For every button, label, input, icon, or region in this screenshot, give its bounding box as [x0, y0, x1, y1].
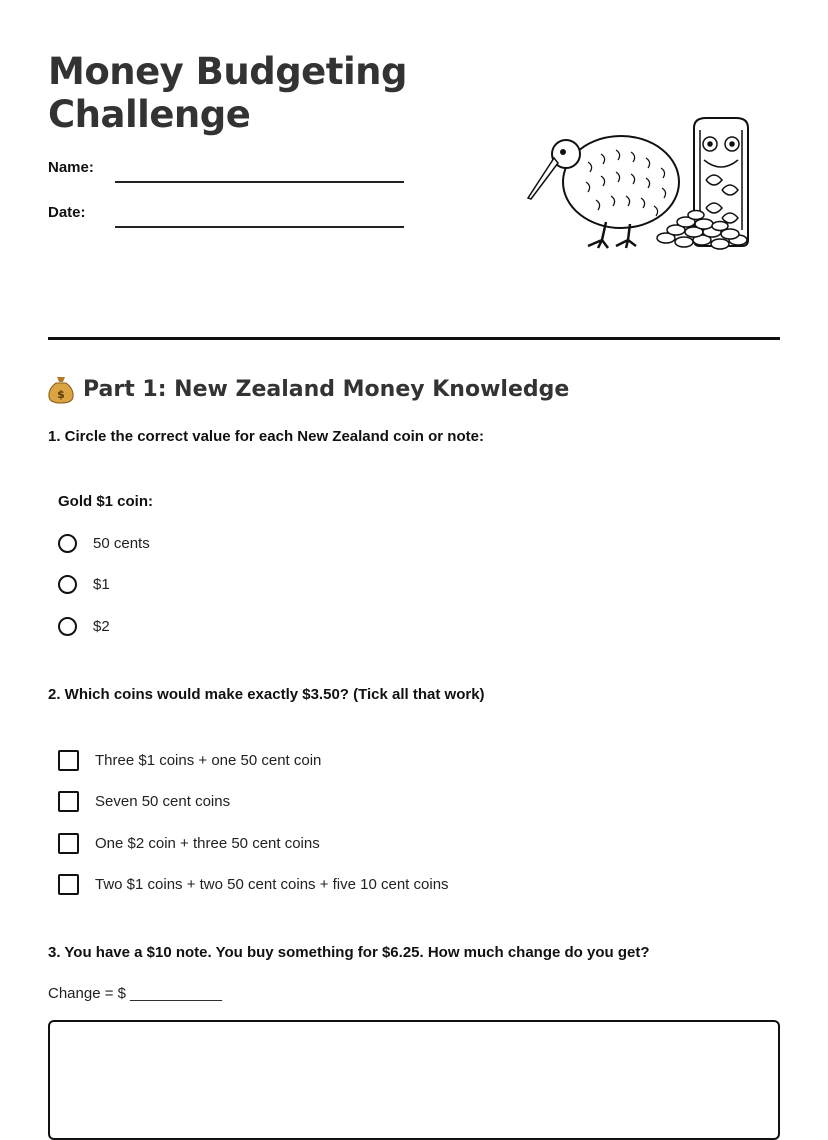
q1-option-label: $2	[93, 617, 110, 635]
q2-option-2[interactable]	[58, 789, 230, 813]
q1-option-1[interactable]	[58, 531, 150, 555]
question-2: 2. Which coins would make exactly $3.50? (Tick all that work)	[48, 686, 485, 703]
date-field[interactable]	[48, 204, 408, 228]
name-label: Name:	[48, 159, 94, 176]
radio-button[interactable]	[58, 575, 77, 594]
checkbox[interactable]	[58, 791, 79, 812]
q2-option-label: One $2 coin + three 50 cent coins	[95, 834, 320, 852]
q2-option-label: Three $1 coins + one 50 cent coin	[95, 751, 322, 769]
section-divider	[48, 337, 780, 340]
q2-option-label: Seven 50 cent coins	[95, 792, 231, 810]
part1-heading	[48, 372, 569, 406]
working-answer-box[interactable]	[48, 1020, 780, 1140]
money-bag-icon	[48, 374, 74, 404]
part1-title: Part 1: New Zealand Money Knowledge	[83, 376, 570, 402]
q2-option-4[interactable]	[58, 872, 449, 896]
name-line[interactable]	[115, 181, 404, 183]
q1-option-2[interactable]	[58, 572, 110, 596]
kiwi-tiki-coins-icon	[526, 110, 756, 255]
q2-option-label: Two $1 coins + two 50 cent coins + five 10 cent coins	[95, 875, 449, 893]
q2-option-3[interactable]	[58, 831, 320, 855]
date-line[interactable]	[115, 226, 404, 228]
name-field[interactable]	[48, 159, 408, 183]
question-1: 1. Circle the correct value for each New Zealand coin or note:	[48, 428, 484, 445]
worksheet-page	[48, 0, 780, 1118]
checkbox[interactable]	[58, 874, 79, 895]
date-label: Date:	[48, 204, 86, 221]
svg-text:$: $	[57, 388, 65, 401]
q2-option-1[interactable]	[58, 748, 321, 772]
radio-button[interactable]	[58, 534, 77, 553]
checkbox[interactable]	[58, 750, 79, 771]
radio-button[interactable]	[58, 617, 77, 636]
page-title: Money Budgeting Challenge	[48, 50, 407, 136]
checkbox[interactable]	[58, 833, 79, 854]
question-3: 3. You have a $10 note. You buy something for $6.25. How much change do you get?	[48, 944, 650, 961]
q1-option-label: $1	[93, 575, 110, 593]
q1-option-label: 50 cents	[93, 534, 150, 552]
change-answer-line[interactable]: Change = $ ___________	[48, 985, 222, 1002]
q1-option-3[interactable]	[58, 614, 110, 638]
q1-sub-label: Gold $1 coin:	[58, 493, 154, 510]
